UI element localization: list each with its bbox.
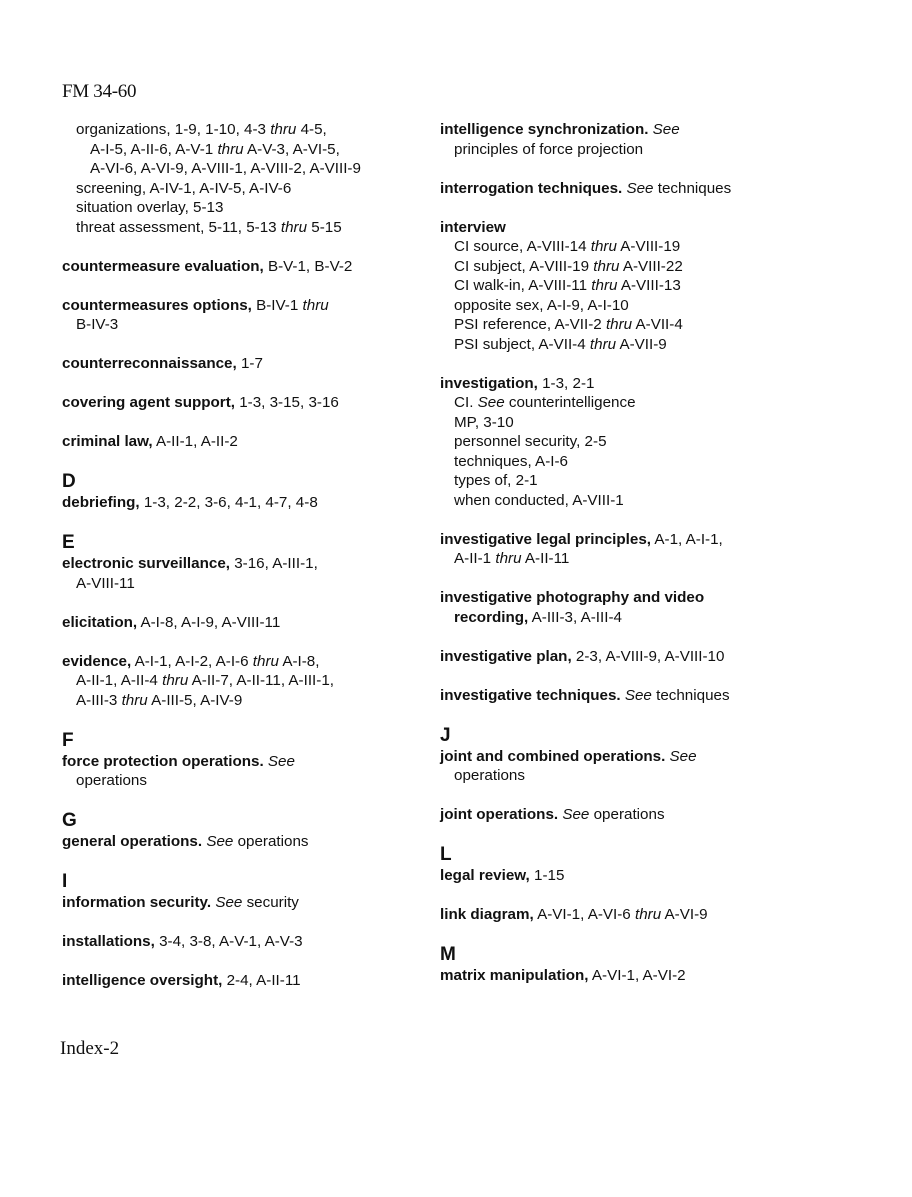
subentry-text: A-VIII-13: [617, 277, 681, 294]
page-refs: B-IV-1: [251, 296, 303, 314]
index-term: investigative photography and video: [440, 589, 705, 606]
subentry-text: A-VII-9: [616, 335, 667, 353]
thru-text: thru: [162, 672, 189, 689]
index-term: counterreconnaissance,: [62, 355, 237, 372]
subentry-text: A-I-5, A-II-6, A-V-1: [90, 140, 218, 158]
subentry-text: PSI subject, A-VII-4: [454, 335, 590, 353]
page-refs-continued: A-III-5, A-IV-9: [147, 691, 243, 709]
section-letter-l: L: [440, 844, 452, 865]
index-term: joint operations.: [440, 806, 559, 823]
see-reference: See: [622, 179, 654, 197]
cross-reference: operations: [589, 806, 665, 823]
index-entry-evidence: [62, 652, 422, 711]
index-term: legal review,: [440, 867, 530, 884]
index-term: investigative techniques.: [440, 686, 621, 704]
page-refs: 1-7: [236, 355, 263, 372]
section-letter-m: M: [440, 944, 456, 965]
section-letter-j: J: [440, 724, 451, 746]
page-refs: 1-3, 2-2, 3-6, 4-1, 4-7, 4-8: [139, 494, 318, 511]
see-reference: See: [648, 121, 680, 138]
thru-text: thru: [590, 238, 617, 255]
section-letter-d: D: [62, 471, 76, 492]
index-entry-intelligence-oversight: [62, 971, 422, 991]
page-refs: 3-16, A-III-1,: [230, 555, 318, 572]
see-reference: See: [263, 752, 295, 770]
index-term: investigation,: [440, 374, 538, 392]
index-term: information security.: [62, 894, 212, 911]
thru-text: thru: [280, 218, 308, 236]
thru-text: thru: [593, 257, 620, 275]
page-refs: A-III-3, A-III-4: [528, 608, 622, 626]
index-term: installations,: [62, 933, 155, 950]
index-entry-countermeasure-evaluation: [62, 257, 422, 277]
index-entry-link-diagram: [440, 905, 800, 925]
thru-text: thru: [589, 335, 617, 353]
page-refs: A-I-1, A-I-2, A-I-6: [131, 652, 253, 670]
see-reference: See: [620, 686, 652, 704]
index-entry-intelligence-synchronization: [440, 120, 800, 159]
page-refs: 1-15: [529, 867, 565, 884]
page-refs: 1-3, 2-1: [537, 374, 595, 392]
page-refs: A-VI-9: [661, 906, 708, 923]
subentry-text: A-VII-4: [632, 316, 683, 333]
page-footer-label: Index-2: [60, 1038, 120, 1059]
index-term: interview: [440, 218, 506, 236]
page-refs: 2-3, A-VIII-9, A-VIII-10: [571, 647, 725, 665]
index-entry-countermeasures-options: [62, 296, 422, 335]
subentry-screening: screening, A-IV-1, A-IV-5, A-IV-6: [76, 179, 292, 197]
index-entry-covering-agent-support: [62, 393, 422, 413]
subentry-text: A-VIII-19: [616, 238, 681, 255]
thru-text: thru: [495, 550, 522, 567]
page-refs: A-VI-1, A-VI-6: [533, 906, 635, 923]
index-entry-force-protection-operations: [62, 752, 422, 791]
cross-reference: techniques: [651, 686, 730, 704]
index-term: investigative plan,: [440, 647, 572, 665]
see-reference: See: [202, 833, 234, 850]
index-entry-joint-and-combined-operations: [440, 747, 800, 786]
thru-text: thru: [217, 140, 244, 158]
index-entry-counterreconnaissance: [62, 354, 422, 374]
subentry-text: A-VI-6, A-VI-9, A-VIII-1, A-VIII-2, A-VIII-9: [90, 160, 361, 177]
index-term: joint and combined operations.: [440, 747, 666, 765]
index-entry-investigative-legal-principles: [440, 530, 800, 569]
cross-reference: principles of force projection: [454, 140, 644, 158]
subentry-text: A-V-3, A-VI-5,: [243, 140, 340, 158]
see-reference: See: [211, 894, 243, 911]
index-term-continued: recording,: [454, 608, 529, 626]
see-reference: See: [665, 747, 697, 765]
page-header-doc-id: FM 34-60: [62, 81, 137, 102]
index-entry-elicitation: [62, 613, 422, 633]
page-refs: B-V-1, B-V-2: [263, 257, 353, 275]
index-entry-general-operations: [62, 832, 422, 852]
index-entry-electronic-surveillance: [62, 554, 422, 593]
page-refs-continued: A-II-1: [454, 550, 496, 567]
subentry-text: 5-15: [307, 218, 342, 236]
index-entry-interview: [440, 218, 800, 355]
index-term: intelligence oversight,: [62, 972, 223, 989]
page-refs-continued: A-VIII-11: [76, 574, 135, 592]
thru-text: thru: [270, 121, 297, 138]
page-refs: A-I-8,: [278, 652, 320, 670]
index-term: link diagram,: [440, 906, 534, 923]
index-term: elicitation,: [62, 613, 138, 631]
index-entry-matrix-manipulation: [440, 966, 800, 986]
cross-reference: security: [242, 894, 299, 911]
page-refs-continued: B-IV-3: [76, 316, 119, 333]
index-entry-criminal-law: [62, 432, 422, 452]
page-refs: 3-4, 3-8, A-V-1, A-V-3: [154, 933, 303, 950]
index-term: electronic surveillance,: [62, 555, 230, 572]
see-reference: See: [477, 394, 505, 411]
index-entry-information-security: [62, 893, 422, 913]
page-refs: A-1, A-I-1,: [651, 530, 723, 548]
index-term: debriefing,: [62, 494, 140, 511]
page-refs: 2-4, A-II-11: [222, 972, 301, 989]
thru-text: thru: [252, 652, 279, 670]
cross-reference: operations: [454, 767, 525, 784]
subentry-text: when conducted, A-VIII-1: [454, 491, 624, 509]
subentry-threat-assessment: threat assessment, 5-11, 5-13: [76, 218, 281, 236]
page-refs-continued: A-II-11: [521, 550, 570, 567]
see-reference: See: [558, 806, 590, 823]
subentry-text: techniques, A-I-6: [454, 452, 568, 470]
index-term: intelligence synchronization.: [440, 121, 649, 138]
index-entry-interrogation-techniques: [440, 179, 800, 199]
page-refs-continued: A-III-3: [76, 691, 122, 709]
cross-reference: techniques: [653, 179, 732, 197]
subentry-text: A-VIII-22: [619, 257, 683, 275]
subentry-text: 4-5,: [296, 121, 327, 138]
index-term: criminal law,: [62, 433, 153, 450]
subentry-text: CI.: [454, 394, 478, 411]
page-refs-continued: A-II-1, A-II-4: [76, 672, 163, 689]
index-entry-investigative-photography: [440, 588, 800, 627]
page-refs-continued: A-II-7, A-II-11, A-III-1,: [188, 672, 334, 689]
subentry-situation-overlay: situation overlay, 5-13: [76, 199, 224, 216]
thru-text: thru: [121, 691, 148, 709]
index-term: general operations.: [62, 833, 203, 850]
page-refs: A-II-1, A-II-2: [152, 433, 238, 450]
section-letter-e: E: [62, 532, 75, 553]
index-term: investigative legal principles,: [440, 530, 652, 548]
index-term: matrix manipulation,: [440, 967, 589, 984]
thru-text: thru: [605, 316, 633, 333]
index-entry-legal-review: [440, 866, 800, 886]
subentry-text: types of, 2-1: [454, 472, 538, 489]
index-entry-investigation: [440, 374, 800, 511]
index-entry-organizations: [62, 120, 422, 237]
page-refs: A-I-8, A-I-9, A-VIII-11: [137, 613, 281, 631]
subentry-text: CI source, A-VIII-14: [454, 238, 591, 255]
subentry-text: opposite sex, A-I-9, A-I-10: [454, 296, 629, 314]
thru-text: thru: [302, 296, 329, 314]
index-column-left: [62, 120, 422, 1010]
thru-text: thru: [634, 906, 662, 923]
section-letter-f: F: [62, 729, 74, 751]
subentry-text: CI subject, A-VIII-19: [454, 257, 594, 275]
cross-reference: counterintelligence: [504, 394, 636, 411]
subentry-text: MP, 3-10: [454, 413, 514, 431]
index-term: interrogation techniques.: [440, 179, 623, 197]
section-letter-g: G: [62, 810, 77, 831]
cross-reference: operations: [76, 772, 147, 789]
subentry-text: PSI reference, A-VII-2: [454, 316, 606, 333]
index-entry-debriefing: [62, 493, 422, 513]
index-entry-investigative-plan: [440, 647, 800, 667]
index-term: evidence,: [62, 652, 132, 670]
thru-text: thru: [591, 277, 618, 294]
index-entry-joint-operations: [440, 805, 800, 825]
page-refs: A-VI-1, A-VI-2: [588, 967, 686, 984]
page-refs: 1-3, 3-15, 3-16: [235, 394, 339, 411]
index-entry-investigative-techniques: [440, 686, 800, 706]
subentry-text: personnel security, 2-5: [454, 433, 607, 450]
subentry-text: organizations, 1-9, 1-10, 4-3: [76, 121, 271, 138]
subentry-text: CI walk-in, A-VIII-11: [454, 277, 592, 294]
index-column-right: [440, 120, 800, 1005]
index-term: countermeasures options,: [62, 296, 252, 314]
cross-reference: operations: [233, 833, 309, 850]
section-letter-i: I: [62, 871, 68, 892]
index-entry-installations: [62, 932, 422, 952]
index-term: force protection operations.: [62, 752, 264, 770]
index-term: countermeasure evaluation,: [62, 257, 264, 275]
index-term: covering agent support,: [62, 394, 235, 411]
